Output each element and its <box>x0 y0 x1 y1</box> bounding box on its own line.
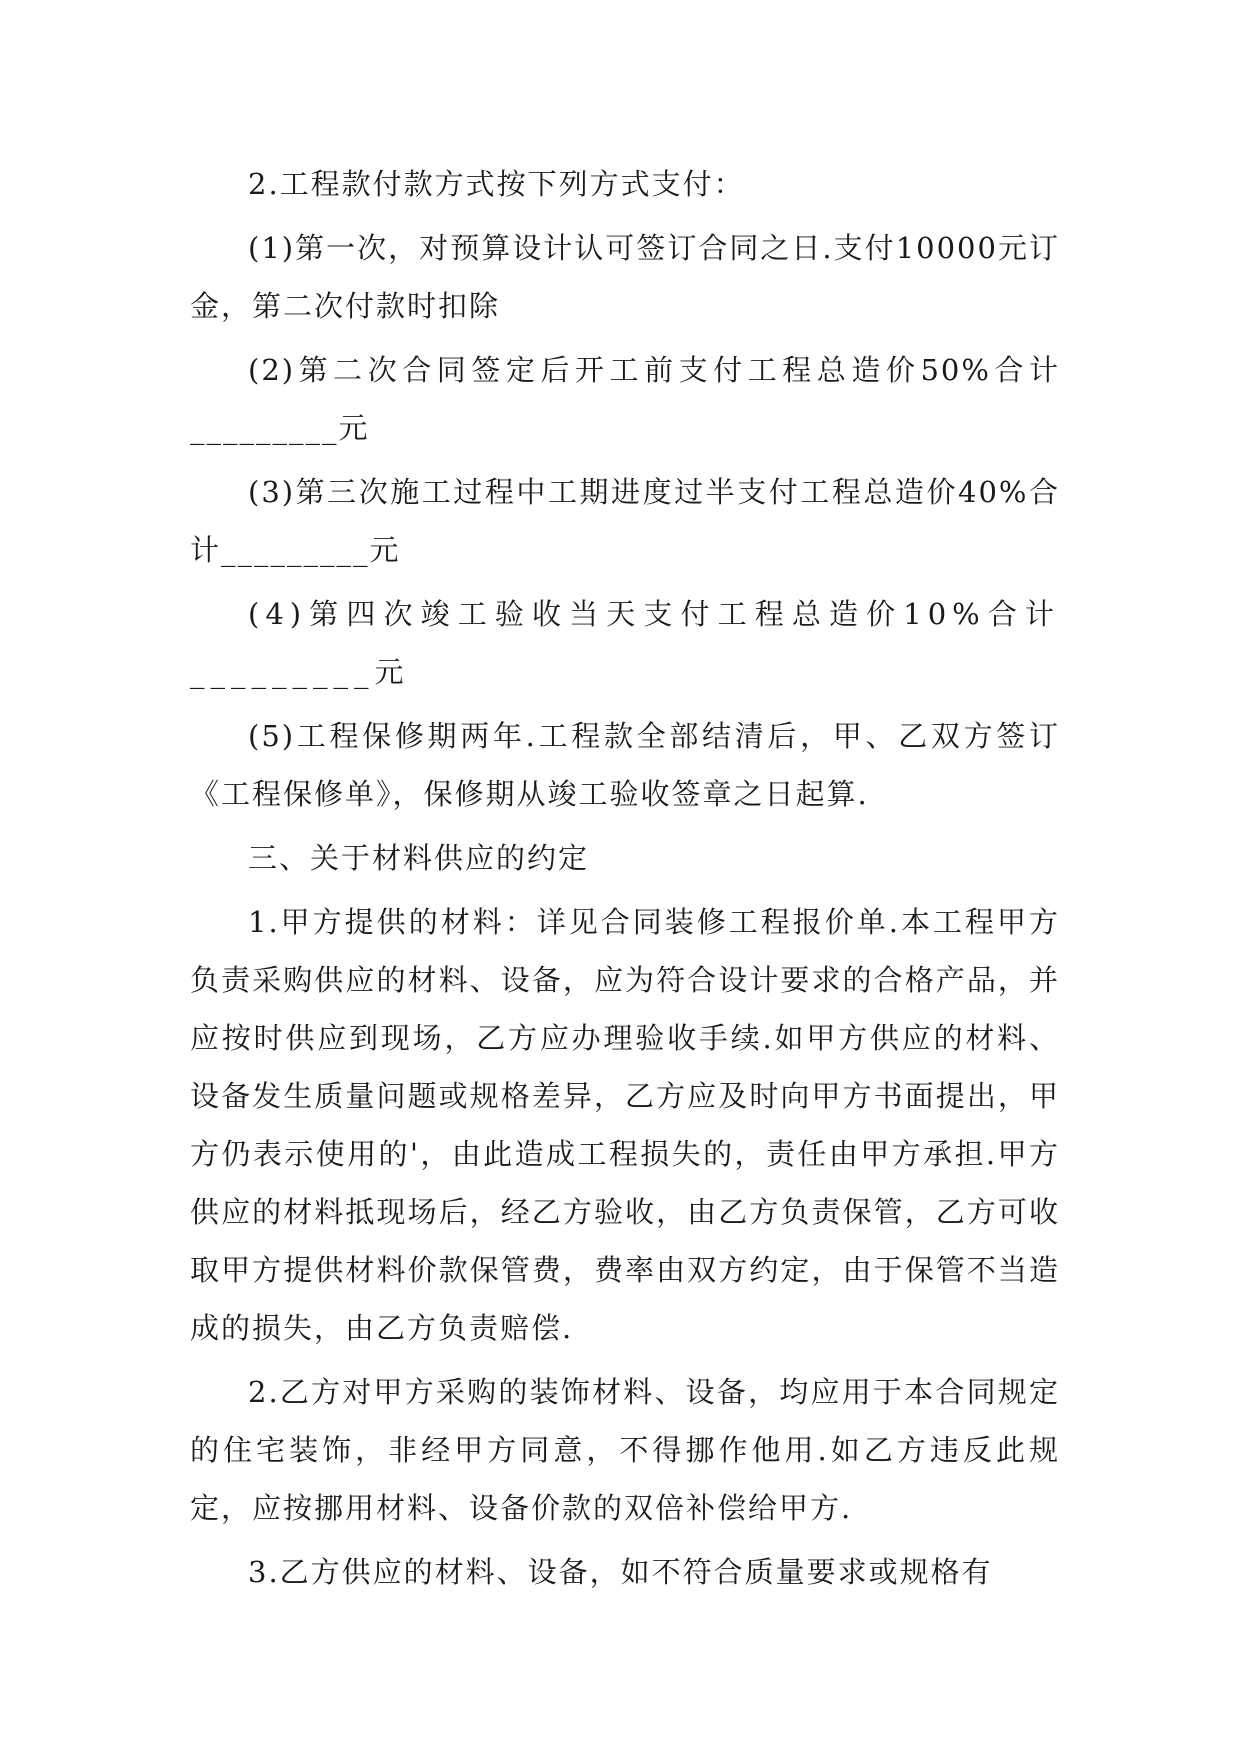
paragraph-materials-1: 1.甲方提供的材料：详见合同装修工程报价单.本工程甲方负责采购供应的材料、设备，应为符合设计要求的合格产品，并应按时供应到现场，乙方应办理验收手续.如甲方供应的材料、设备发生质量问题或规格差异，乙方应及时向甲方书面提出，甲方仍表示使用的'，由此造成工程损失的，责任由甲方承担.甲方供应的材料抵现场后，经乙方验收，由乙方负责保管，乙方可收取甲方提供材料价款保管费，费率由双方约定，由于保管不当造成的损失，由乙方负责赔偿. <box>190 905 1060 1345</box>
paragraph-payment-4: (4)第四次竣工验收当天支付工程总造价10%合计_________元 <box>190 597 1060 689</box>
paragraph-payment-5: (5)工程保修期两年.工程款全部结清后，甲、乙双方签订《工程保修单》，保修期从竣工验收签章之日起算. <box>190 719 1060 811</box>
paragraph-payment-3: (3)第三次施工过程中工期进度过半支付工程总造价40%合计_________元 <box>190 475 1060 567</box>
paragraph-materials-3: 3.乙方供应的材料、设备，如不符合质量要求或规格有 <box>248 1555 993 1589</box>
paragraph-payment-method: 2.工程款付款方式按下列方式支付： <box>248 167 745 201</box>
document-page <box>190 155 1060 1607</box>
paragraph-payment-1: (1)第一次，对预算设计认可签订合同之日.支付10000元订金，第二次付款时扣除 <box>190 231 1060 323</box>
paragraph-materials-2: 2.乙方对甲方采购的装饰材料、设备，均应用于本合同规定的住宅装饰，非经甲方同意，不得挪作他用.如乙方违反此规定，应按挪用材料、设备价款的双倍补偿给甲方. <box>190 1375 1060 1525</box>
section-heading-materials: 三、关于材料供应的约定 <box>248 841 590 875</box>
paragraph-payment-2: (2)第二次合同签定后开工前支付工程总造价50%合计_________元 <box>190 353 1060 445</box>
